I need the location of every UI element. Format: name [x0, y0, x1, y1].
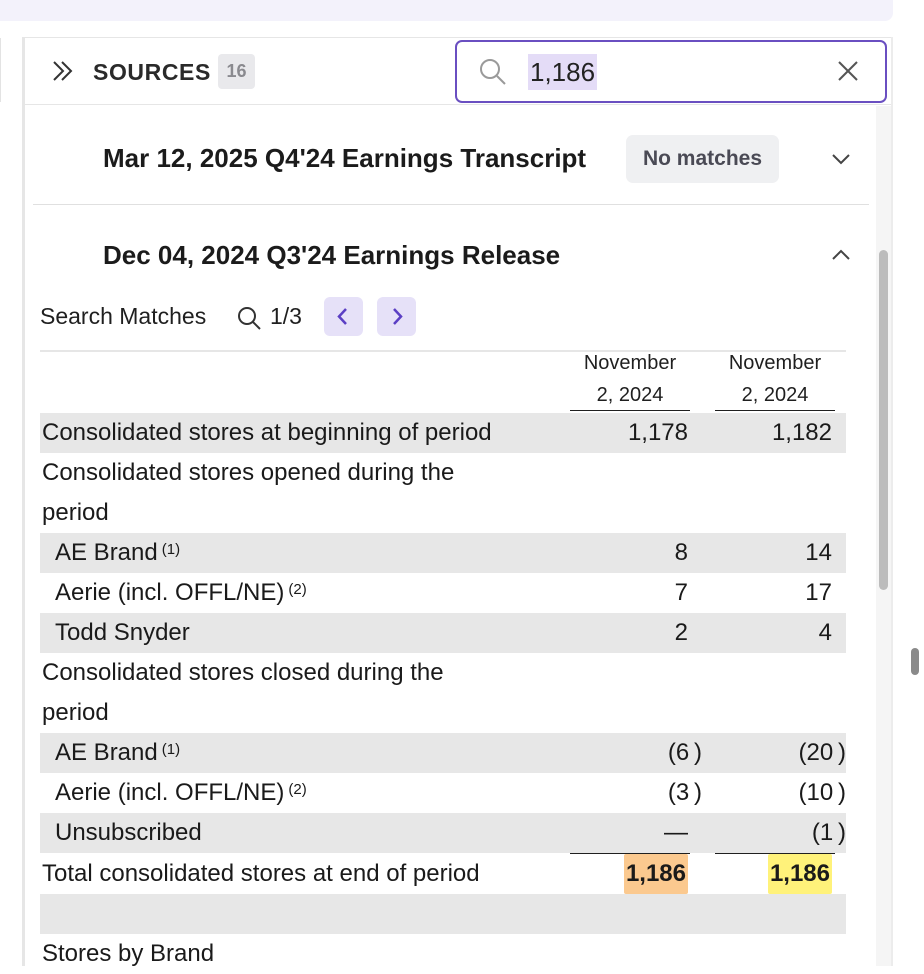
document-title[interactable]: Dec 04, 2024 Q3'24 Earnings Release	[103, 240, 561, 270]
outer-scrollbar-thumb[interactable]	[911, 648, 919, 675]
row-label: period	[42, 699, 109, 726]
column-header-line: November	[728, 352, 822, 374]
table-row	[40, 613, 846, 653]
column-header-line: 2, 2024	[741, 384, 809, 406]
row-label: Consolidated stores opened during the	[42, 459, 455, 486]
table-row	[40, 934, 846, 974]
close-icon[interactable]	[836, 59, 860, 83]
search-highlight[interactable]: 1,186	[768, 854, 832, 894]
chevron-down-icon[interactable]	[828, 146, 854, 172]
row-label-text: Aerie (incl. OFFL/NE)	[55, 579, 285, 606]
row-label: Unsubscribed	[55, 819, 202, 846]
cell-value: 1,182	[771, 419, 832, 446]
panel-right-border	[891, 37, 893, 966]
document-title[interactable]: Mar 12, 2025 Q4'24 Earnings Transcript	[103, 143, 587, 173]
row-label: Consolidated stores closed during the	[42, 659, 444, 686]
row-label	[55, 573, 307, 613]
cell-value: 2	[674, 619, 688, 646]
sources-count-badge: 16	[218, 54, 255, 89]
table-row	[40, 573, 846, 613]
search-icon	[478, 57, 508, 87]
sources-label: SOURCES	[93, 59, 211, 85]
footnote-marker: (2)	[288, 581, 307, 598]
row-label: Consolidated stores at beginning of period	[42, 419, 492, 446]
row-label: Stores by Brand	[42, 940, 215, 967]
row-label-text: AE Brand	[55, 539, 158, 566]
header-rule	[715, 410, 835, 411]
divider	[33, 204, 869, 205]
cell-value: 14	[805, 539, 832, 566]
search-input-value[interactable]: 1,186	[528, 54, 597, 90]
table-row	[40, 813, 846, 853]
scrollbar-thumb[interactable]	[879, 250, 888, 590]
double-chevron-right-icon[interactable]	[50, 58, 76, 84]
row-label-text: AE Brand	[55, 739, 158, 766]
cell-value: (10 )	[798, 779, 846, 806]
column-header	[570, 347, 690, 411]
panel-left-border	[22, 37, 25, 966]
match-counter: 1/3	[270, 303, 302, 329]
footnote-marker: (1)	[161, 541, 181, 558]
cell-value: (3 )	[667, 779, 702, 806]
chevron-left-icon	[335, 307, 352, 326]
cell-value: 4	[818, 619, 832, 646]
row-label: period	[42, 499, 109, 526]
previous-match-button[interactable]	[324, 297, 363, 336]
cell-value: 7	[674, 579, 688, 606]
table-row	[40, 773, 846, 813]
column-header	[715, 347, 835, 411]
footnote-marker: (1)	[161, 741, 181, 758]
search-matches-label: Search Matches	[40, 303, 207, 329]
cell-value: (20 )	[798, 739, 846, 766]
row-label: Todd Snyder	[55, 619, 190, 646]
table-row-spacer	[40, 894, 846, 934]
table-row-total	[40, 854, 846, 894]
cell-value: 8	[674, 539, 688, 566]
column-header-line: November	[583, 352, 677, 374]
row-label	[55, 773, 307, 813]
row-label-text: Aerie (incl. OFFL/NE)	[55, 779, 285, 806]
no-matches-badge: No matches	[626, 135, 779, 183]
cell-value: (1 )	[811, 819, 846, 846]
left-pane-edge	[0, 38, 1, 102]
row-label: Total consolidated stores at end of period	[42, 860, 480, 887]
cell-value: 17	[805, 579, 832, 606]
table-row	[40, 413, 846, 453]
row-label	[55, 533, 180, 573]
table-row	[40, 533, 846, 573]
next-match-button[interactable]	[377, 297, 416, 336]
table-row	[40, 733, 846, 773]
search-input[interactable]	[455, 40, 887, 103]
row-label	[55, 733, 180, 773]
top-banner	[0, 0, 893, 21]
footnote-marker: (2)	[288, 781, 307, 798]
header-rule	[570, 410, 690, 411]
search-icon	[236, 305, 262, 331]
cell-value: 1,178	[627, 419, 688, 446]
chevron-right-icon	[388, 307, 405, 326]
column-header-line: 2, 2024	[596, 384, 664, 406]
cell-value: (6 )	[667, 739, 702, 766]
cell-value: —	[664, 819, 688, 846]
search-highlight-active[interactable]: 1,186	[624, 854, 688, 894]
chevron-up-icon[interactable]	[828, 242, 854, 268]
